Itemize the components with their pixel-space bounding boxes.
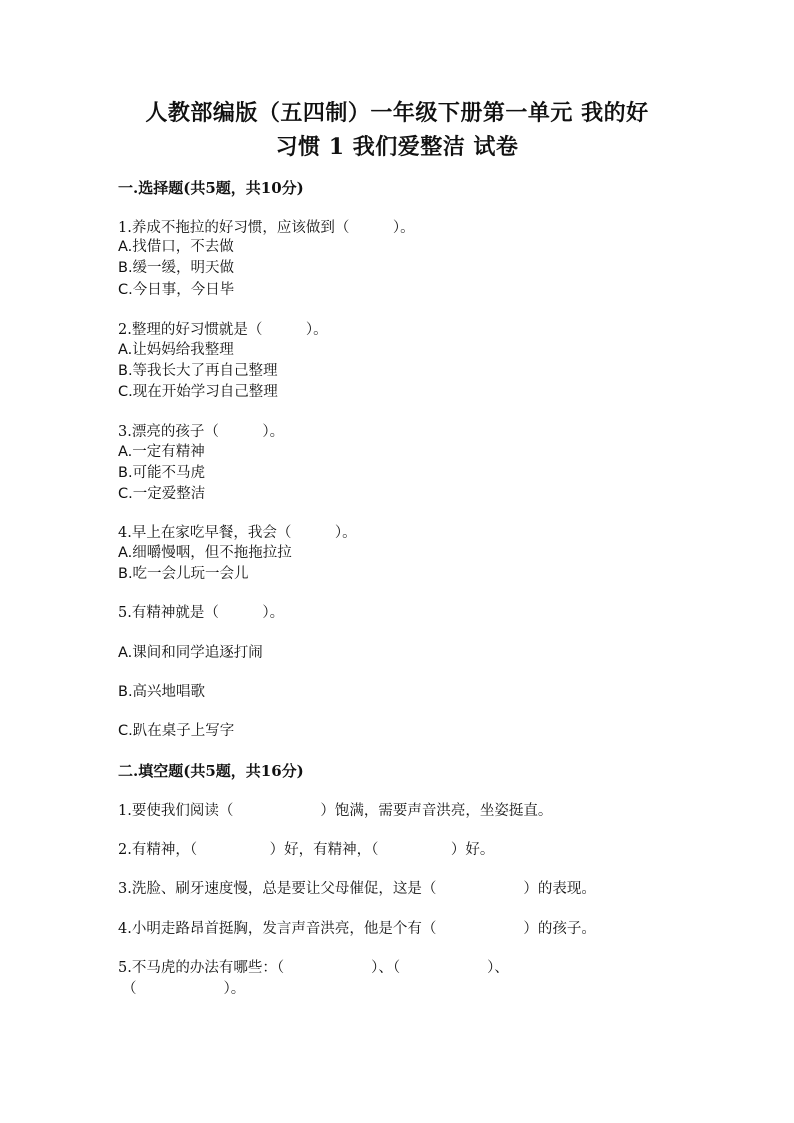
question-option: C.趴在桌子上写字 (118, 723, 235, 739)
question-option: A.细嚼慢咽，但不拖拖拉拉 (118, 545, 292, 561)
fill-blank-question-continuation: （ ）。 (122, 981, 246, 997)
fill-blank-question: 1.要使我们阅读（ ）饱满，需要声音洪亮，坐姿挺直。 (118, 803, 553, 819)
question-stem: 3.漂亮的孩子（ ）。 (118, 424, 285, 440)
page-title-line-2: 习惯 1 我们爱整洁 试卷 (275, 134, 519, 160)
question-stem: 2.整理的好习惯就是（ ）。 (118, 322, 328, 338)
fill-blank-question: 3.洗脸、刷牙速度慢，总是要让父母催促，这是（ ）的表现。 (118, 881, 596, 897)
question-option: B.可能不马虎 (118, 465, 206, 481)
question-option: C.今日事，今日毕 (118, 282, 235, 298)
question-option: C.现在开始学习自己整理 (118, 384, 278, 400)
fill-blank-question: 4.小明走路昂首挺胸，发言声音洪亮，他是个有（ ）的孩子。 (118, 921, 596, 937)
question-option: B.缓一缓，明天做 (118, 260, 235, 276)
section-heading-choice: 一.选择题(共5题，共10分) (118, 179, 304, 197)
question-option: A.课间和同学追逐打闹 (118, 645, 263, 661)
question-stem: 1.养成不拖拉的好习惯，应该做到（ ）。 (118, 220, 415, 236)
page-title-line-1: 人教部编版（五四制）一年级下册第一单元 我的好 (145, 100, 649, 126)
question-option: B.吃一会儿玩一会儿 (118, 566, 249, 582)
question-stem: 4.早上在家吃早餐，我会（ ）。 (118, 525, 357, 541)
section-heading-fill-blank: 二.填空题(共5题，共16分) (118, 762, 304, 780)
question-option: A.让妈妈给我整理 (118, 342, 234, 358)
question-stem: 5.有精神就是（ ）。 (118, 605, 285, 621)
question-option: B.高兴地唱歌 (118, 684, 206, 700)
question-option: A.一定有精神 (118, 444, 205, 460)
question-option: A.找借口，不去做 (118, 239, 234, 255)
fill-blank-question: 5.不马虎的办法有哪些：（ ）、（ ）、 (118, 960, 509, 976)
fill-blank-question: 2.有精神，（ ）好，有精神，（ ）好。 (118, 842, 495, 858)
question-option: C.一定爱整洁 (118, 486, 206, 502)
question-option: B.等我长大了再自己整理 (118, 363, 278, 379)
